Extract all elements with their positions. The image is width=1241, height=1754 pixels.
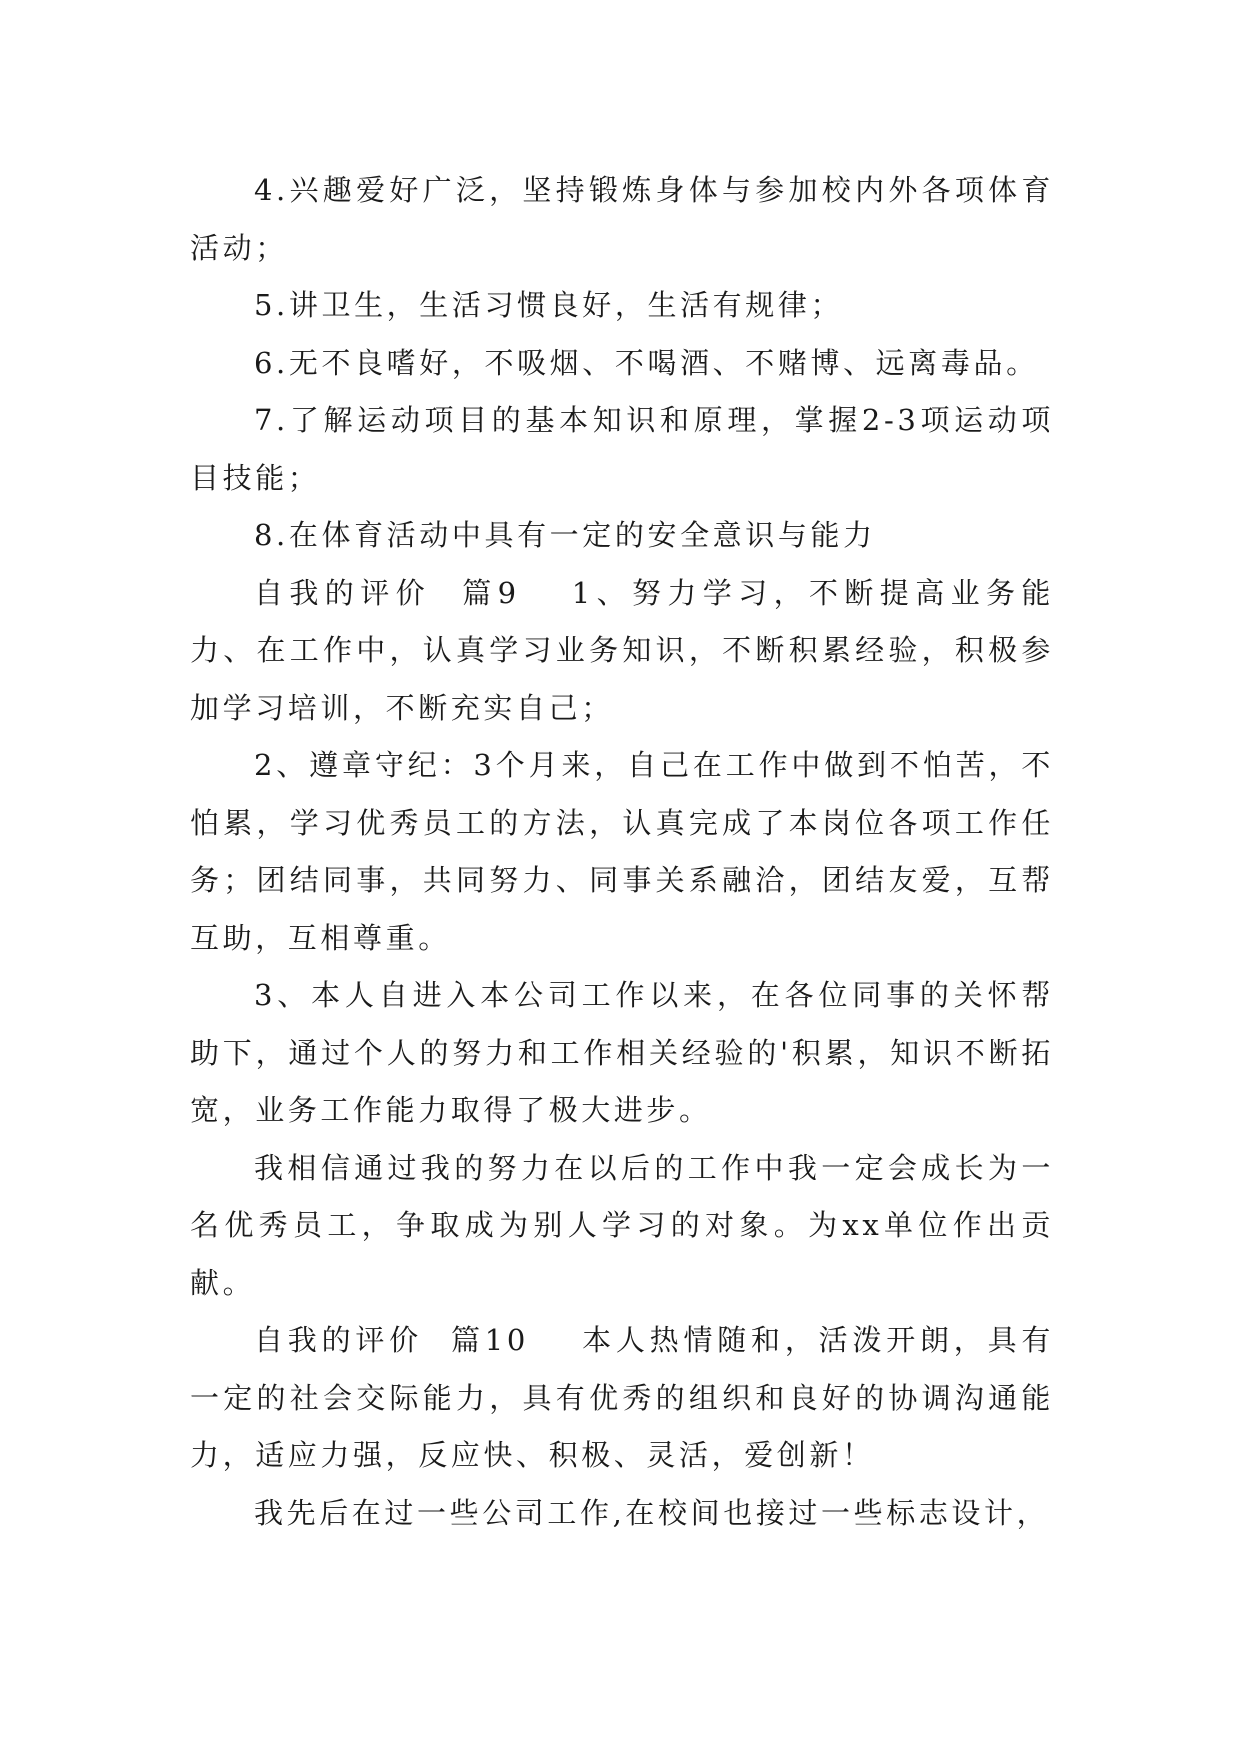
section-9-paragraph-3: 3、本人自进入本公司工作以来，在各位同事的关怀帮助下，通过个人的努力和工作相关经验的'积累，知识不断拓宽，业务工作能力取得了极大进步。 xyxy=(190,978,1054,1127)
section-10-paragraph xyxy=(190,1312,1054,1485)
list-item-8: 8.在体育活动中具有一定的安全意识与能力 xyxy=(254,518,876,552)
list-item-5: 5.讲卫生，生活习惯良好，生活有规律； xyxy=(254,288,844,322)
section-10-title: 自我的评价 篇10 xyxy=(254,1323,529,1357)
list-item-4: 4.兴趣爱好广泛，坚持锻炼身体与参加校内外各项体育活动； xyxy=(190,173,1054,265)
section-10-paragraph-2: 我先后在过一些公司工作,在校间也接过一些标志设计， xyxy=(254,1495,1050,1530)
section-10-lead: 本人热情随和，活泼开朗，具有一定的社会交际能力，具有优秀的组织和良好的协调沟通能力，适应力强，反应快、积极、灵活，爱创新！ xyxy=(190,1323,1054,1472)
list-item-6: 6.无不良嗜好，不吸烟、不喝酒、不赌博、远离毒品。 xyxy=(254,345,1039,380)
section-9-paragraph-2: 2、遵章守纪：3个月来，自己在工作中做到不怕苦，不怕累，学习优秀员工的方法，认真完成了本岗位各项工作任务；团结同事，共同努力、同事关系融洽，团结友爱，互帮互助，互相尊重。 xyxy=(190,748,1054,955)
section-9-paragraph-4: 我相信通过我的努力在以后的工作中我一定会成长为一名优秀员工，争取成为别人学习的对象。为xx单位作出贡献。 xyxy=(190,1150,1054,1300)
section-9-paragraph xyxy=(190,565,1054,738)
document-body xyxy=(190,162,1054,1542)
list-item-7: 7.了解运动项目的基本知识和原理，掌握2-3项运动项目技能； xyxy=(190,403,1054,495)
section-9-title: 自我的评价 篇9 xyxy=(254,575,520,610)
section-9-lead: 1、努力学习，不断提高业务能力、在工作中，认真学习业务知识，不断积累经验，积极参加学习培训，不断充实自己； xyxy=(190,575,1054,725)
